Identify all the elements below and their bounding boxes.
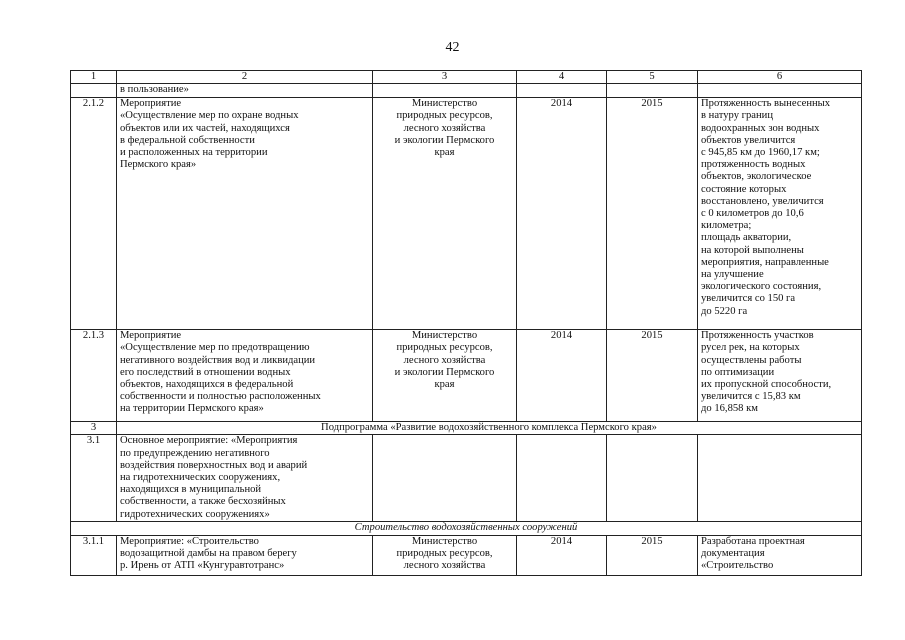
header-cell: 5: [607, 71, 698, 84]
cell-result: [698, 84, 862, 98]
header-cell: 2: [117, 71, 373, 84]
section-title: Строительство водохозяйственных сооружений: [71, 521, 862, 535]
cell-measure: Мероприятие «Осуществление мер по предотвращению негативного воздействия вод и ликвидации его последствий в отношении водных объектов, находящихся в федеральной собственности и полностью расположенных на территории Пермского края»: [117, 330, 373, 422]
cell-end: 2015: [607, 535, 698, 575]
cell-measure: Основное мероприятие: «Мероприятия по предупреждению негативного воздействия поверхностных вод и аварий на гидротехнических сооружениях, находящихся в муниципальной собственности, а также бесхозяйных гидротехнических сооружениях»: [117, 435, 373, 521]
table-row: [71, 330, 862, 422]
cell-num: 3.1.1: [71, 535, 117, 575]
header-cell: 3: [373, 71, 517, 84]
section-row: [71, 521, 862, 535]
cell-result: [698, 435, 862, 521]
cell-start: [517, 84, 607, 98]
header-cell: 6: [698, 71, 862, 84]
table-row: [71, 84, 862, 98]
cell-num: [71, 84, 117, 98]
cell-executor: [373, 84, 517, 98]
cell-end: 2015: [607, 98, 698, 330]
subprogram-title: Подпрограмма «Развитие водохозяйственного комплекса Пермского края»: [117, 422, 862, 435]
program-table: [70, 70, 862, 576]
table-row: [71, 435, 862, 521]
subprogram-row: [71, 422, 862, 435]
cell-num: 2.1.3: [71, 330, 117, 422]
cell-num: 2.1.2: [71, 98, 117, 330]
cell-result: Разработана проектная документация «Строительство: [698, 535, 862, 575]
header-cell: 4: [517, 71, 607, 84]
table-row: [71, 535, 862, 575]
cell-result: Протяженность вынесенных в натуру границ водоохранных зон водных объектов увеличится с 945,85 км до 1960,17 км; протяженность водных объектов, экологическое состояние которых восстановлено, увеличится с 0 километров до 10,6 километра; площадь акватории, на которой выполнены мероприятия, направленные на улучшение экологического состояния, увеличится со 150 га до 5220 га: [698, 98, 862, 330]
page-number: 42: [445, 40, 460, 55]
header-cell: 1: [71, 71, 117, 84]
cell-start: 2014: [517, 330, 607, 422]
cell-executor: Министерство природных ресурсов, лесного хозяйства и экологии Пермского края: [373, 98, 517, 330]
cell-end: [607, 435, 698, 521]
cell-executor: Министерство природных ресурсов, лесного хозяйства и экологии Пермского края: [373, 330, 517, 422]
header-row: [71, 71, 862, 84]
cell-measure: Мероприятие «Осуществление мер по охране водных объектов или их частей, находящихся в федеральной собственности и расположенных на территории Пермского края»: [117, 98, 373, 330]
cell-start: [517, 435, 607, 521]
cell-executor: [373, 435, 517, 521]
cell-measure: в пользование»: [117, 84, 373, 98]
cell-end: [607, 84, 698, 98]
cell-executor: Министерство природных ресурсов, лесного хозяйства: [373, 535, 517, 575]
cell-start: 2014: [517, 98, 607, 330]
cell-result: Протяженность участков русел рек, на которых осуществлены работы по оптимизации их пропускной способности, увеличится с 15,83 км до 16,858 км: [698, 330, 862, 422]
cell-start: 2014: [517, 535, 607, 575]
cell-end: 2015: [607, 330, 698, 422]
cell-measure: Мероприятие: «Строительство водозащитной дамбы на правом берегу р. Ирень от АТП «Кунгуравтотранс»: [117, 535, 373, 575]
table-row: [71, 98, 862, 330]
cell-num: 3: [71, 422, 117, 435]
cell-num: 3.1: [71, 435, 117, 521]
